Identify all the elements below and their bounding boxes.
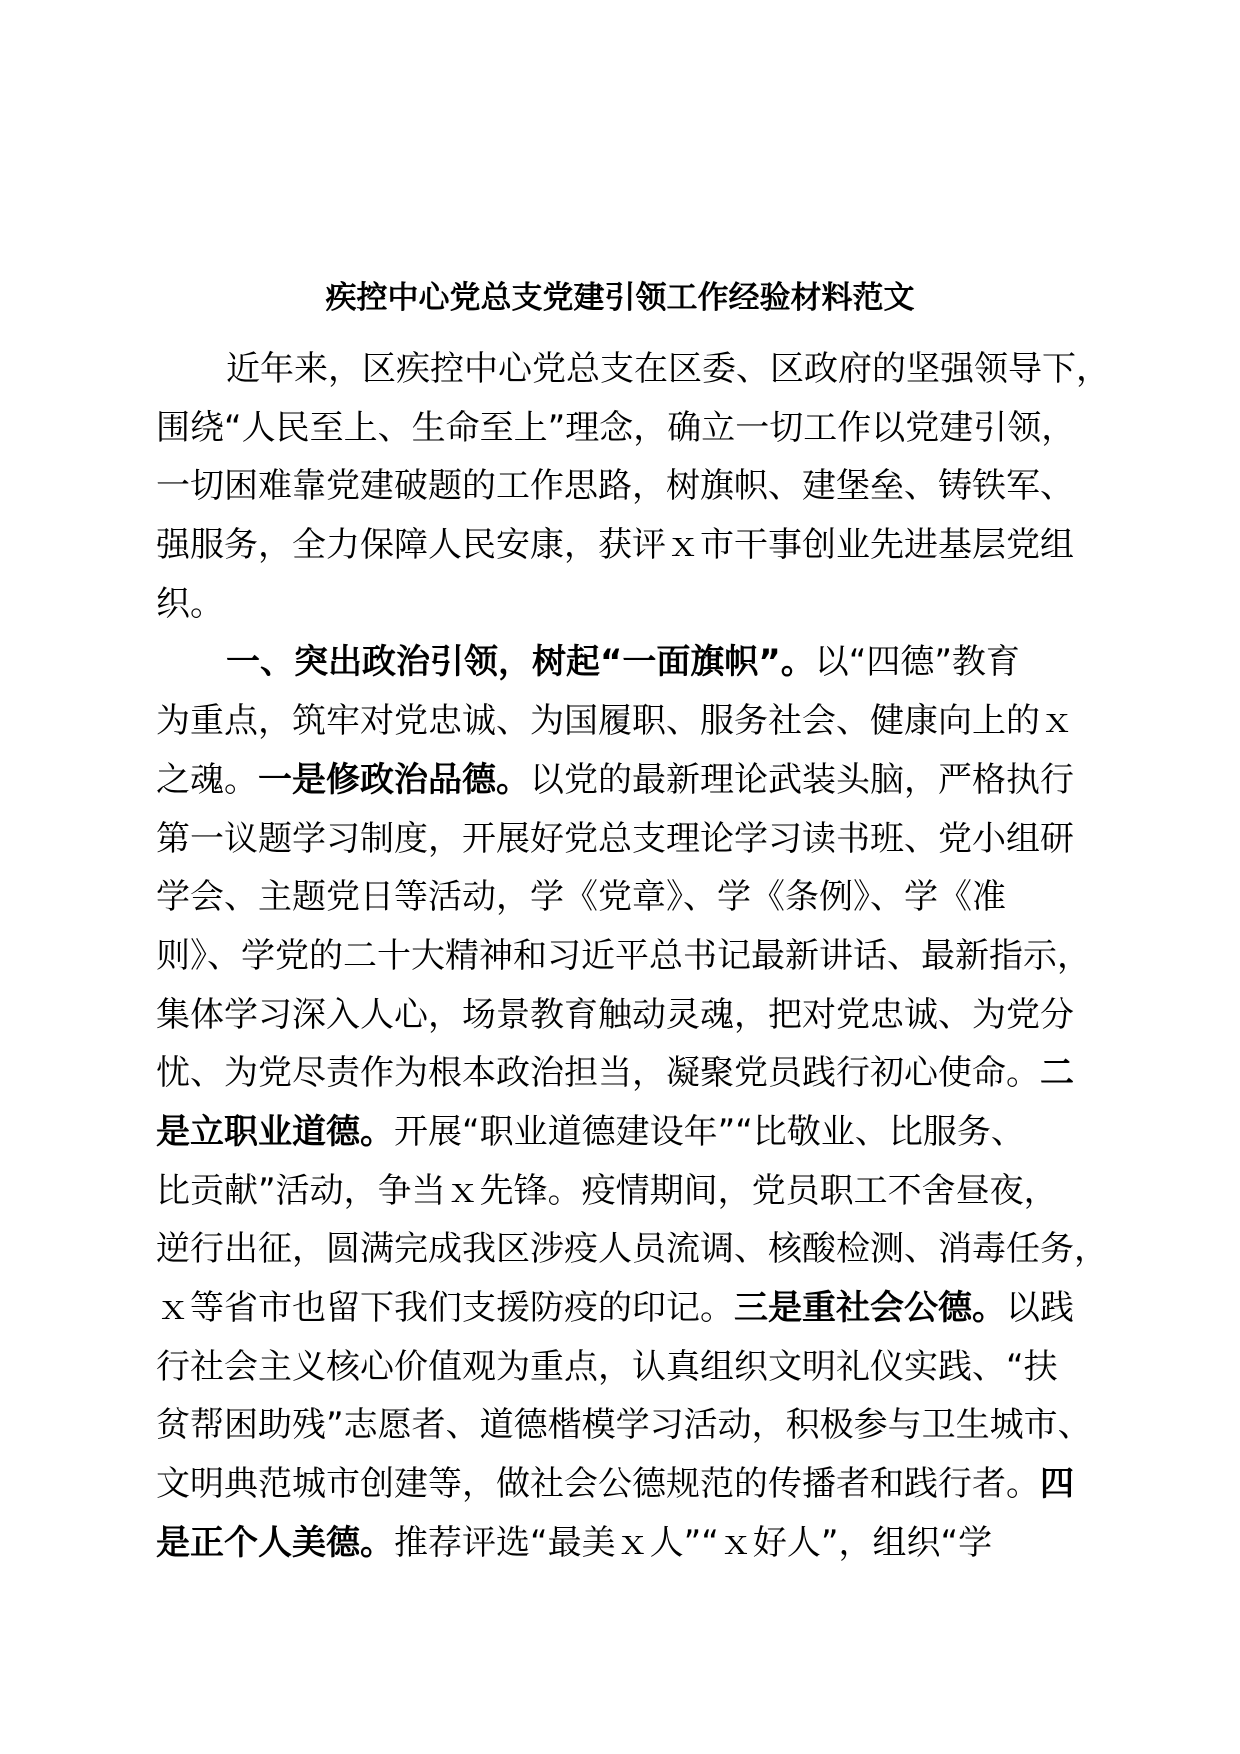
text-line xyxy=(156,868,1081,927)
body-text: 推荐评选“最美ｘ人”“ｘ好人”，组织“学 xyxy=(394,1522,993,1563)
text-line xyxy=(156,1103,1081,1162)
body-text: 以践 xyxy=(1006,1288,1074,1328)
body-text: 围绕“人民至上、生命至上”理念，确立一切工作以党建引领， xyxy=(156,407,1076,448)
text-line xyxy=(156,751,1081,810)
body-text: 忧、为党尽责作为根本政治担当，凝聚党员践行初心使命。 xyxy=(156,1053,1040,1094)
body-text: 集体学习深入人心，场景教育触动灵魂，把对党忠诚、为党分 xyxy=(156,994,1074,1035)
text-line xyxy=(156,1396,1092,1455)
text-line xyxy=(156,927,1091,986)
body-text: 以“四德”教育 xyxy=(814,642,1020,683)
text-line xyxy=(156,516,1081,575)
document-body xyxy=(156,340,1110,1572)
bold-heading-text: 一、突出政治引领，树起“一面旗帜”。 xyxy=(226,642,815,683)
body-text: 贫帮困助残”志愿者、道德楷模学习活动，积极参与卫生城市、 xyxy=(156,1405,1092,1446)
bold-heading-text: 三是重社会公德。 xyxy=(734,1288,1006,1328)
text-line xyxy=(156,399,1081,458)
body-text: 行社会主义核心价值观为重点，认真组织文明礼仪实践、“扶 xyxy=(156,1346,1058,1387)
body-text: 为重点，筑牢对党忠诚、为国履职、服务社会、健康向上的ｘ xyxy=(156,701,1074,742)
text-line xyxy=(156,340,1110,399)
text-line xyxy=(156,1279,1081,1338)
text-line xyxy=(156,1455,1081,1514)
body-text: 文明典范城市创建等，做社会公德规范的传播者和践行者。 xyxy=(156,1464,1040,1505)
body-text: 则》、学党的二十大精神和习近平总书记最新讲话、最新指示， xyxy=(156,935,1091,976)
body-text: 逆行出征，圆满完成我区涉疫人员流调、核酸检测、消毒任务， xyxy=(156,1229,1108,1270)
body-text: 学会、主题党日等活动，学《党章》、学《条例》、学《准 xyxy=(156,877,1006,918)
text-line xyxy=(156,1162,1081,1221)
body-text: ｘ等省市也留下我们支援防疫的印记。 xyxy=(156,1288,734,1328)
body-text: 强服务，全力保障人民安康，获评ｘ市干事创业先进基层党组 xyxy=(156,525,1074,566)
body-text: 一切困难靠党建破题的工作思路，树旗帜、建堡垒、铸铁军、 xyxy=(156,466,1074,507)
text-line xyxy=(156,1044,1081,1103)
text-line xyxy=(156,1220,1108,1279)
text-line xyxy=(156,1514,1081,1573)
body-text: 比贡献”活动，争当ｘ先锋。疫情期间，党员职工不舍昼夜， xyxy=(156,1170,1058,1211)
text-line xyxy=(156,633,1081,692)
bold-heading-text: 是立职业道德。 xyxy=(156,1111,394,1152)
body-text: 第一议题学习制度，开展好党总支理论学习读书班、党小组研 xyxy=(156,818,1074,859)
bold-heading-text: 一是修政治品德。 xyxy=(258,759,530,800)
bold-heading-text: 是正个人美德。 xyxy=(156,1522,394,1563)
text-line xyxy=(156,1338,1081,1397)
body-text: 织。 xyxy=(156,583,224,624)
text-line xyxy=(156,692,1081,751)
text-line xyxy=(156,575,1081,634)
bold-heading-text: 四 xyxy=(1040,1464,1074,1505)
text-line xyxy=(156,986,1081,1045)
body-text: 之魂。 xyxy=(156,759,258,800)
text-line xyxy=(156,810,1081,869)
document-title: 疾控中心党总支党建引领工作经验材料范文 xyxy=(325,280,915,316)
body-text: 近年来，区疾控中心党总支在区委、区政府的坚强领导下， xyxy=(226,349,1110,389)
bold-heading-text: 二 xyxy=(1040,1053,1074,1094)
body-text: 开展“职业道德建设年”“比敬业、比服务、 xyxy=(394,1111,1025,1152)
body-text: 以党的最新理论武装头脑，严格执行 xyxy=(530,759,1074,800)
text-line xyxy=(156,457,1081,516)
